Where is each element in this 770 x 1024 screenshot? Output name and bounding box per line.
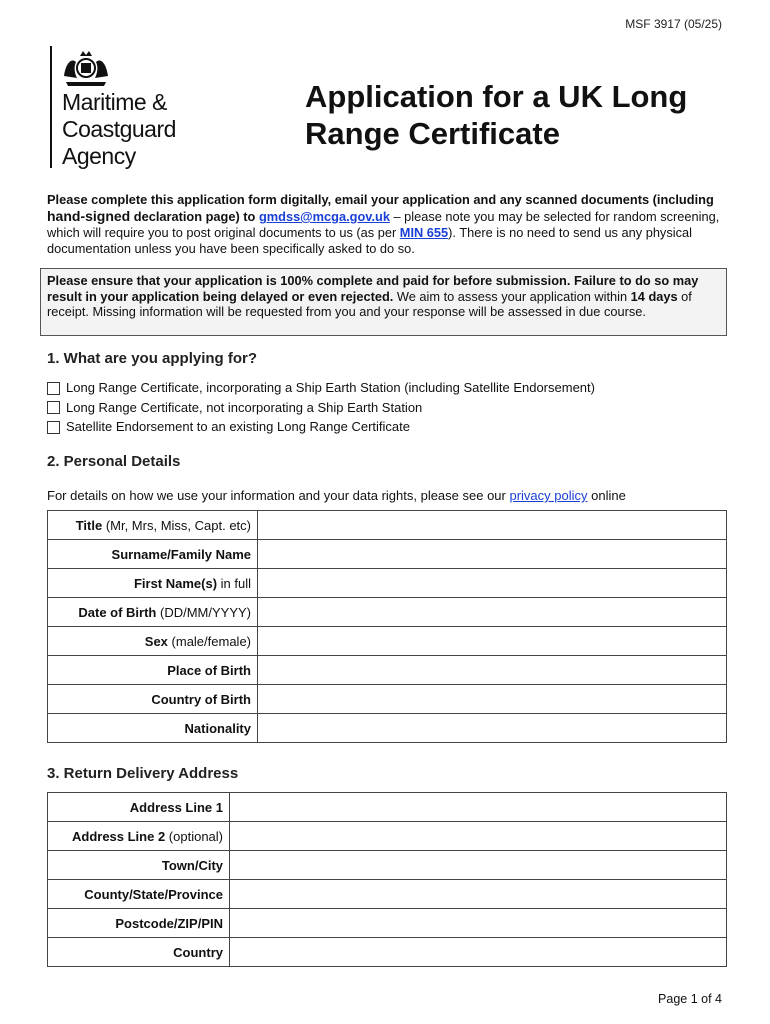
form-row: [48, 880, 727, 909]
notice-box: Please ensure that your application is 100% complete and paid for before submission. Failure to do so may result in your application being delayed or even rejected. We aim to assess your application within 14 days of receipt. Missing information will be requested from you and your response will be assessed in due course.: [40, 268, 727, 336]
section3-heading: 3. Return Delivery Address: [47, 765, 239, 782]
field-input[interactable]: [230, 793, 727, 822]
personal-details-table: [47, 510, 727, 743]
return-address-table: [47, 792, 727, 967]
field-label: Town/City: [48, 851, 230, 880]
option-lrc-with-ses[interactable]: Long Range Certificate, incorporating a Ship Earth Station (including Satellite Endorsement): [47, 378, 595, 398]
field-label: Postcode/ZIP/PIN: [48, 909, 230, 938]
field-label: Address Line 1: [48, 793, 230, 822]
option-lrc-without-ses[interactable]: Long Range Certificate, not incorporating a Ship Earth Station: [47, 398, 595, 418]
field-input[interactable]: [230, 880, 727, 909]
field-input[interactable]: [258, 598, 727, 627]
form-row: [48, 656, 727, 685]
section2-heading: 2. Personal Details: [47, 453, 181, 470]
form-row: [48, 909, 727, 938]
section1-heading: 1. What are you applying for?: [47, 350, 258, 367]
field-input[interactable]: [230, 822, 727, 851]
form-row: [48, 511, 727, 540]
field-input[interactable]: [258, 656, 727, 685]
privacy-notice: For details on how we use your information and your data rights, please see our privacy policy online: [47, 488, 626, 503]
checkbox[interactable]: [47, 421, 60, 434]
option-satellite-endorsement[interactable]: Satellite Endorsement to an existing Long Range Certificate: [47, 417, 595, 437]
form-code: MSF 3917 (05/25): [625, 17, 722, 31]
field-label: Date of Birth (DD/MM/YYYY): [48, 598, 258, 627]
agency-name: Maritime & Coastguard Agency: [62, 89, 176, 169]
field-input[interactable]: [258, 714, 727, 743]
form-row: [48, 851, 727, 880]
field-input[interactable]: [230, 909, 727, 938]
form-row: [48, 685, 727, 714]
form-row: [48, 569, 727, 598]
form-row: [48, 822, 727, 851]
field-label: Nationality: [48, 714, 258, 743]
field-label: Sex (male/female): [48, 627, 258, 656]
application-type-options: [47, 378, 595, 437]
intro-paragraph: Please complete this application form digitally, email your application and any scanned documents (including hand-signed declaration page) to gmdss@mcga.gov.uk – please note you may be selected for random screening, which will require you to post original documents to us (as per MIN 655). There is no need to send us any physical documentation unless you have been specifically asked to do so.: [47, 192, 720, 256]
checkbox[interactable]: [47, 382, 60, 395]
field-label: Place of Birth: [48, 656, 258, 685]
page-number: Page 1 of 4: [658, 992, 722, 1006]
min-655-link[interactable]: MIN 655: [399, 225, 449, 240]
form-row: [48, 714, 727, 743]
field-label: Title (Mr, Mrs, Miss, Capt. etc): [48, 511, 258, 540]
logo-divider: [50, 46, 52, 168]
privacy-policy-link[interactable]: privacy policy: [509, 488, 588, 503]
form-row: [48, 598, 727, 627]
email-link[interactable]: gmdss@mcga.gov.uk: [258, 209, 390, 224]
form-row: [48, 540, 727, 569]
field-label: Country of Birth: [48, 685, 258, 714]
field-input[interactable]: [258, 511, 727, 540]
page-title: Application for a UK Long Range Certificate: [305, 79, 688, 151]
field-input[interactable]: [230, 938, 727, 967]
field-label: County/State/Province: [48, 880, 230, 909]
field-input[interactable]: [230, 851, 727, 880]
field-input[interactable]: [258, 540, 727, 569]
field-input[interactable]: [258, 627, 727, 656]
checkbox[interactable]: [47, 401, 60, 414]
form-row: [48, 793, 727, 822]
form-row: [48, 627, 727, 656]
field-label: Country: [48, 938, 230, 967]
field-input[interactable]: [258, 569, 727, 598]
form-row: [48, 938, 727, 967]
field-input[interactable]: [258, 685, 727, 714]
field-label: First Name(s) in full: [48, 569, 258, 598]
field-label: Address Line 2 (optional): [48, 822, 230, 851]
field-label: Surname/Family Name: [48, 540, 258, 569]
royal-crest-icon: [60, 48, 112, 88]
